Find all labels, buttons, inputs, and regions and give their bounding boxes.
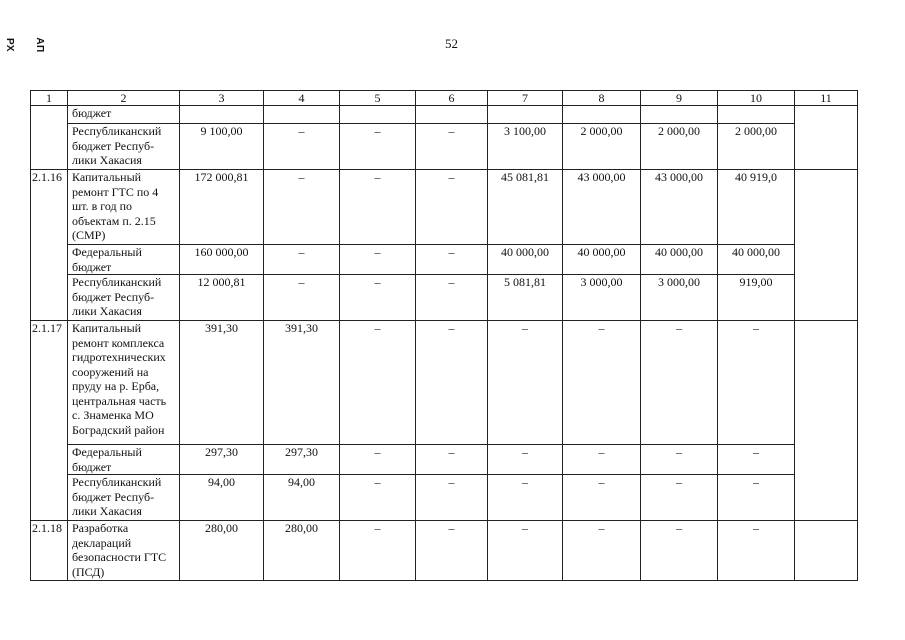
column-header: 10 xyxy=(718,91,795,106)
table-cell: – xyxy=(340,170,416,245)
table-cell: – xyxy=(718,321,795,445)
table-cell: – xyxy=(416,445,488,475)
table-cell: 94,00 xyxy=(180,475,264,521)
table-cell: 3 000,00 xyxy=(641,275,718,321)
table-cell: – xyxy=(340,245,416,275)
column-header: 1 xyxy=(31,91,68,106)
table-cell: – xyxy=(340,475,416,521)
page-number: 52 xyxy=(445,36,458,51)
item-description: Федеральный бюджет xyxy=(68,245,180,275)
table-row xyxy=(31,321,858,445)
table-cell xyxy=(641,106,718,124)
item-description: Республиканский бюджет Респуб-лики Хакасия xyxy=(68,275,180,321)
table-cell: – xyxy=(264,170,340,245)
table-cell: – xyxy=(416,245,488,275)
item-description: Республиканский бюджет Респуб- лики Хакасия xyxy=(68,124,180,170)
table-cell: – xyxy=(416,475,488,521)
table-cell: – xyxy=(488,475,563,521)
table-cell: – xyxy=(718,521,795,581)
table-cell: 172 000,81 xyxy=(180,170,264,245)
table-cell: 94,00 xyxy=(264,475,340,521)
table-cell: 297,30 xyxy=(180,445,264,475)
table-cell: – xyxy=(340,321,416,445)
table-cell xyxy=(795,521,858,581)
item-description: бюджет xyxy=(68,106,180,124)
item-number: 2.1.17 xyxy=(31,321,68,521)
table-row xyxy=(31,521,858,581)
item-description: Капитальный ремонт ГТС по 4 шт. в год по объектам п. 2.15 (СМР) xyxy=(68,170,180,245)
table-cell: 919,00 xyxy=(718,275,795,321)
table-cell xyxy=(340,106,416,124)
table-cell: – xyxy=(641,521,718,581)
column-header: 8 xyxy=(563,91,641,106)
table-row xyxy=(31,106,858,124)
column-header: 2 xyxy=(68,91,180,106)
table-row xyxy=(31,275,858,321)
table-cell: – xyxy=(416,521,488,581)
table-cell: 2 000,00 xyxy=(563,124,641,170)
table-row xyxy=(31,170,858,245)
table-cell: 12 000,81 xyxy=(180,275,264,321)
table-cell: – xyxy=(340,445,416,475)
table-cell: 40 000,00 xyxy=(718,245,795,275)
column-header-row xyxy=(31,91,858,106)
table-cell: – xyxy=(563,475,641,521)
table-cell: – xyxy=(416,275,488,321)
table-cell xyxy=(264,106,340,124)
table-row xyxy=(31,124,858,170)
table-cell: 43 000,00 xyxy=(641,170,718,245)
column-header: 9 xyxy=(641,91,718,106)
table-cell: 2 000,00 xyxy=(641,124,718,170)
table-cell: – xyxy=(641,475,718,521)
table-cell: 40 000,00 xyxy=(563,245,641,275)
table-cell: – xyxy=(563,521,641,581)
table-cell: – xyxy=(416,124,488,170)
table-cell xyxy=(563,106,641,124)
table-cell: 280,00 xyxy=(264,521,340,581)
table-cell: – xyxy=(563,321,641,445)
table-cell: 160 000,00 xyxy=(180,245,264,275)
table-cell: – xyxy=(340,275,416,321)
table-cell: – xyxy=(340,124,416,170)
item-description: Капитальный ремонт комплекса гидротехнических сооружений на пруду на р. Ерба, центральная часть с. Знаменка МО Боградский район xyxy=(68,321,180,445)
column-header: 3 xyxy=(180,91,264,106)
budget-table xyxy=(30,90,858,581)
item-number xyxy=(31,106,68,170)
column-header: 5 xyxy=(340,91,416,106)
table-cell: – xyxy=(488,321,563,445)
item-number: 2.1.16 xyxy=(31,170,68,321)
archive-stamp: АП РХ xyxy=(4,37,45,53)
table-cell: – xyxy=(488,521,563,581)
table-cell: – xyxy=(718,445,795,475)
table-cell xyxy=(795,106,858,170)
table-cell: – xyxy=(264,275,340,321)
item-description: Разработка деклараций безопасности ГТС (ПСД) xyxy=(68,521,180,581)
table-cell: 3 100,00 xyxy=(488,124,563,170)
table-cell: 40 000,00 xyxy=(488,245,563,275)
table-cell: 9 100,00 xyxy=(180,124,264,170)
table-row xyxy=(31,245,858,275)
table-cell: – xyxy=(718,475,795,521)
table-cell: – xyxy=(563,445,641,475)
column-header: 4 xyxy=(264,91,340,106)
column-header: 7 xyxy=(488,91,563,106)
table-cell xyxy=(180,106,264,124)
table-cell: – xyxy=(641,321,718,445)
table-cell: – xyxy=(488,445,563,475)
table-cell: 43 000,00 xyxy=(563,170,641,245)
table-cell: 297,30 xyxy=(264,445,340,475)
table-cell: 2 000,00 xyxy=(718,124,795,170)
item-number: 2.1.18 xyxy=(31,521,68,581)
table-row xyxy=(31,445,858,475)
table-cell xyxy=(416,106,488,124)
table-cell: 280,00 xyxy=(180,521,264,581)
table-cell: – xyxy=(416,170,488,245)
column-header: 11 xyxy=(795,91,858,106)
table-cell: 45 081,81 xyxy=(488,170,563,245)
table-cell: 40 919,0 xyxy=(718,170,795,245)
column-header: 6 xyxy=(416,91,488,106)
table-cell: 3 000,00 xyxy=(563,275,641,321)
table-cell: – xyxy=(264,245,340,275)
table-cell xyxy=(718,106,795,124)
item-description: Федеральный бюджет xyxy=(68,445,180,475)
table-cell xyxy=(795,170,858,321)
table-cell xyxy=(488,106,563,124)
item-description: Республиканский бюджет Респуб-лики Хакасия xyxy=(68,475,180,521)
table-cell: – xyxy=(641,445,718,475)
table-cell: 391,30 xyxy=(180,321,264,445)
table-row xyxy=(31,475,858,521)
table-cell: – xyxy=(264,124,340,170)
table-cell: – xyxy=(340,521,416,581)
table-cell: – xyxy=(416,321,488,445)
table-cell xyxy=(795,321,858,521)
table-cell: 391,30 xyxy=(264,321,340,445)
table-cell: 5 081,81 xyxy=(488,275,563,321)
table-cell: 40 000,00 xyxy=(641,245,718,275)
